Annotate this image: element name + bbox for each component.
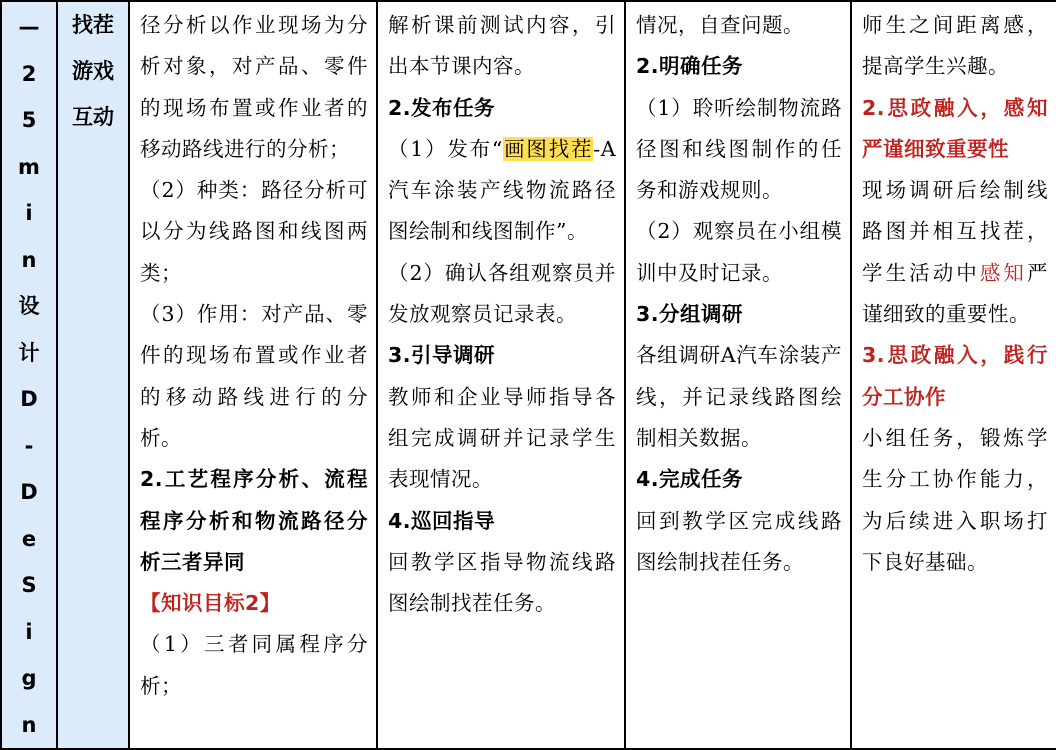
col3-paragraph: 【知识目标2】: [140, 591, 281, 616]
teacher-heading-2: 2.发布任务: [388, 95, 496, 120]
teacher-p2: [388, 129, 616, 253]
stage-char: 5: [21, 108, 37, 132]
col3-paragraph: 径分析以作业现场为分析对象，对产品、零件的现场布置或作业者的移动路线进行的分析；: [140, 13, 368, 161]
design-intent: [852, 2, 1056, 583]
activity-line: 找茬: [72, 13, 114, 37]
teacher-p5: 回教学区指导物流线路图绘制找茬任务。: [388, 549, 616, 616]
col5-paragraph: 2.明确任务: [636, 54, 744, 79]
col3-paragraph: （3）作用：对产品、零件的现场布置或作业者的移动路线进行的分析。: [140, 302, 368, 450]
student-activity: [626, 2, 850, 583]
col5-paragraph: 4.完成任务: [636, 467, 744, 492]
intent-p2-post: 严谨细致的重要性。: [862, 260, 1049, 327]
stage-char: D: [20, 387, 38, 411]
teacher-p4: 教师和企业导师指导各组完成调研并记录学生表现情况。: [388, 384, 616, 492]
stage-char: 2: [21, 61, 37, 86]
col5-paragraph: 3.分组调研: [636, 302, 744, 327]
stage-char: g: [21, 666, 37, 690]
stage-char: —: [18, 15, 40, 39]
activity-label: [58, 2, 128, 140]
teaching-content: [130, 2, 376, 707]
stage-char: m: [18, 154, 40, 179]
stage-char: -: [24, 433, 34, 458]
teacher-p3: （2）确认各组观察员并发放观察员记录表。: [388, 260, 616, 327]
teacher-p2-pre: （1）发布“: [388, 136, 503, 161]
intent-p3: 小组任务，锻炼学生分工协作能力，为后续进入职场打下良好基础。: [862, 425, 1048, 574]
activity-line: 互动: [72, 105, 114, 129]
teaching-content-cell: [129, 1, 377, 749]
stage-char: S: [21, 573, 37, 597]
intent-p2: [862, 170, 1048, 335]
teacher-p2-post: -A汽车涂装产线物流路径图绘制和线图制作”。: [388, 136, 616, 244]
design-intent-cell: [851, 1, 1056, 749]
col3-paragraph: （2）种类：路径分析可以分为线路图和线图两类；: [140, 178, 368, 285]
stage-char: i: [25, 201, 33, 225]
teacher-heading-3: 3.引导调研: [388, 343, 496, 368]
col5-paragraph: 情况，自查问题。: [636, 13, 804, 37]
teacher-p2-highlight-2: 茬: [570, 136, 594, 161]
stage-cell: [1, 1, 57, 749]
teacher-p1: 解析课前测试内容，引出本节课内容。: [388, 13, 616, 79]
teacher-activity-cell: [377, 1, 625, 749]
stage-char: D: [20, 480, 38, 504]
stage-char: n: [21, 247, 37, 272]
intent-heading-2: 2.思政融入，感知严谨细致重要性: [862, 95, 1048, 161]
col5-paragraph: 各组调研A汽车涂装产线，并记录线路图绘制相关数据。: [636, 343, 842, 450]
intent-p2-text: 现场调研后绘制线路图并相互找茬，学生活动中: [862, 178, 1048, 285]
col3-paragraph: 2.工艺程序分析、流程程序分析和物流路径分析三者异同: [140, 467, 368, 574]
intent-heading-3: 3.思政融入，践行分工协作: [862, 343, 1048, 409]
stage-char: 计: [18, 340, 40, 365]
activity-line: 游戏: [72, 59, 114, 83]
col5-paragraph: （2）观察员在小组模训中及时记录。: [636, 219, 842, 285]
col5-paragraph: 回到教学区完成线路图绘制找茬任务。: [636, 508, 842, 574]
teacher-activity: [378, 2, 624, 624]
stage-char: i: [25, 619, 33, 644]
teacher-p2-highlight: 画图找: [502, 136, 571, 161]
stage-label: [2, 2, 56, 748]
student-activity-cell: [625, 1, 851, 749]
teacher-heading-4: 4.巡回指导: [388, 508, 496, 533]
stage-char: 设: [18, 294, 40, 318]
stage-char: e: [21, 526, 37, 551]
intent-p1: 师生之间距离感，提高学生兴趣。: [862, 13, 1048, 79]
col5-paragraph: （1）聆听绘制物流路径图和线图制作的任务和游戏规则。: [636, 95, 842, 203]
activity-cell: [57, 1, 129, 749]
intent-p2-red: 感知: [979, 260, 1028, 285]
stage-char: n: [21, 712, 37, 737]
col3-paragraph: （1）三者同属程序分析；: [140, 632, 368, 698]
